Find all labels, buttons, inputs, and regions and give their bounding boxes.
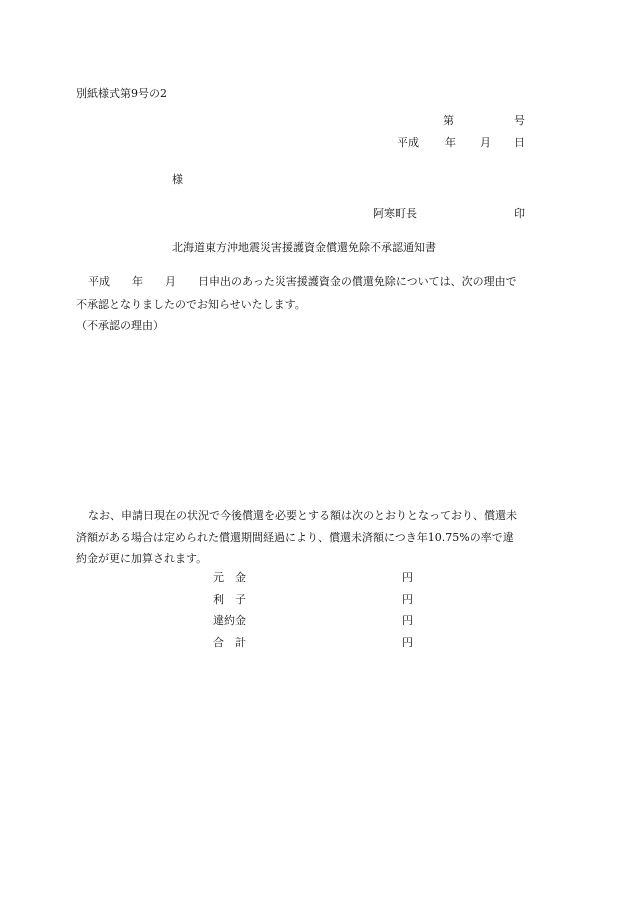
amount-unit-interest: 円 (402, 593, 413, 606)
date-day-label: 日 (514, 136, 525, 149)
amount-unit-total: 円 (402, 636, 413, 649)
notice-paragraph-line-1: 平成 年 月 日申出のあった災害援護資金の償還免除については、次の理由で (88, 275, 517, 288)
amount-label-total: 合 計 (213, 636, 246, 649)
remark-paragraph-line-2: 済額がある場合は定められた償還期間経過により、償還未済額につき年10.75%の率で違 (76, 531, 514, 544)
date-year-label: 年 (445, 136, 456, 149)
document-number-suffix: 号 (514, 114, 525, 127)
form-number-label: 別紙様式第9号の2 (76, 87, 167, 100)
remark-paragraph-line-1: なお、申請日現在の状況で今後償還を必要とする額は次のとおりとなっており、償還未 (88, 509, 517, 522)
addressee-honorific: 様 (172, 173, 183, 186)
date-month-label: 月 (480, 136, 491, 149)
remark-paragraph-line-3: 約金が更に加算されます。 (76, 552, 208, 565)
amount-label-principal: 元 金 (213, 571, 246, 584)
amount-label-interest: 利 子 (213, 593, 246, 606)
issuer-name: 阿寒町長 (373, 207, 417, 220)
date-era: 平成 (397, 136, 419, 149)
seal-mark: 印 (514, 207, 525, 220)
document-number-prefix: 第 (443, 114, 454, 127)
amount-unit-principal: 円 (402, 571, 413, 584)
document-title: 北海道東方沖地震災害援護資金償還免除不承認通知書 (172, 241, 436, 254)
reason-heading: （不承認の理由） (76, 319, 164, 332)
amount-unit-penalty: 円 (402, 614, 413, 627)
amount-label-penalty: 違約金 (213, 614, 246, 627)
notice-paragraph-line-2: 不承認となりましたのでお知らせいたします。 (76, 298, 306, 311)
